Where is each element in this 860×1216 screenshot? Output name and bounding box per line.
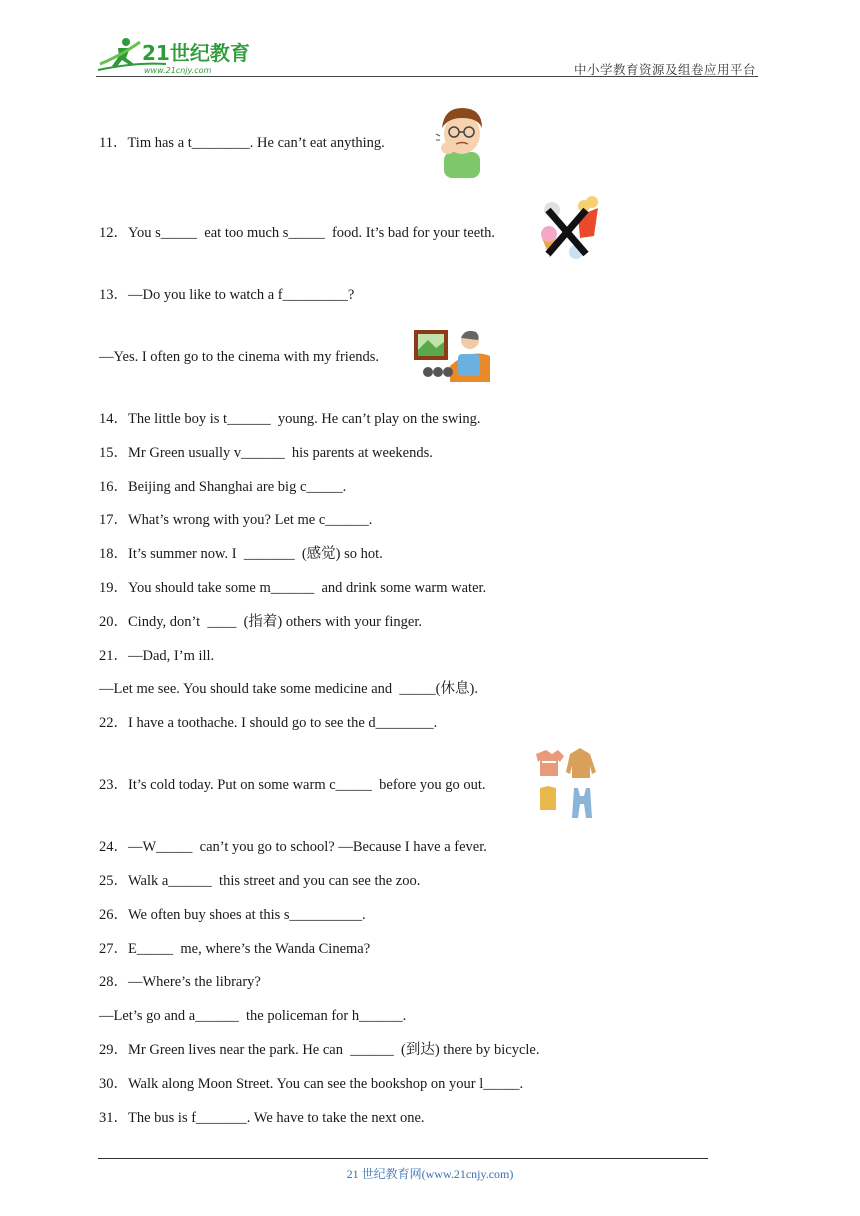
question-29: 29．Mr Green lives near the park. He can ______ (到达) there by bicycle. [99,1042,540,1058]
question-18: 18．It’s summer now. I _______ (感觉) so hot. [99,546,383,562]
question-12: 12．You s_____ eat too much s_____ food. It’s bad for your teeth. [99,225,496,241]
question-31: 31．The bus is f_______. We have to take the next one. [99,1110,425,1126]
question-15: 15．Mr Green usually v______ his parents at weekends. [99,445,433,461]
question-30: 30．Walk along Moon Street. You can see the bookshop on your l_____. [99,1076,524,1092]
question-22: 22．I have a toothache. I should go to see the d________. [99,715,438,731]
question-20: 20．Cindy, don’t ____ (指着) others with your finger. [99,614,422,630]
question-27: 27．E_____ me, where’s the Wanda Cinema? [99,941,371,957]
warm-clothes-image [530,748,598,822]
header-divider [96,76,758,77]
question-19: 19．You should take some m______ and drink some warm water. [99,580,487,596]
question-21-reply: —Let me see. You should take some medicine and _____(休息). [99,681,478,697]
question-28-reply: —Let’s go and a______ the policeman for h______. [99,1008,407,1024]
question-17: 17．What’s wrong with you? Let me c______. [99,512,373,528]
cinema-image [410,326,494,388]
no-sweets-image [538,196,602,270]
footer-divider [98,1158,708,1159]
question-13-answer: —Yes. I often go to the cinema with my friends. [99,349,380,365]
question-24: 24．—W_____ can’t you go to school? —Because I have a fever. [99,839,487,855]
page-header [96,34,758,78]
question-13: 13．—Do you like to watch a f_________? [99,287,355,303]
question-11: 11．Tim has a t________. He can’t eat anything. [99,135,385,151]
question-26: 26．We often buy shoes at this s__________. [99,907,366,923]
question-28: 28．—Where’s the library? [99,974,261,990]
question-23: 23．It’s cold today. Put on some warm c_____ before you go out. [99,777,486,793]
question-14: 14．The little boy is t______ young. He can’t play on the swing. [99,411,481,427]
question-21: 21．—Dad, I’m ill. [99,648,215,664]
header-tagline: 中小学教育资源及组卷应用平台 [573,62,756,77]
logo-text: 21世纪教育 [142,41,250,65]
question-25: 25．Walk a______ this street and you can see the zoo. [99,873,421,889]
logo-21cnjy [96,34,266,76]
question-16: 16．Beijing and Shanghai are big c_____. [99,479,347,495]
boy-toothache-image [434,104,492,180]
logo-url: www.21cnjy.com [144,66,212,75]
footer-source[interactable]: 21 世纪教育网(www.21cnjy.com) [346,1167,514,1181]
